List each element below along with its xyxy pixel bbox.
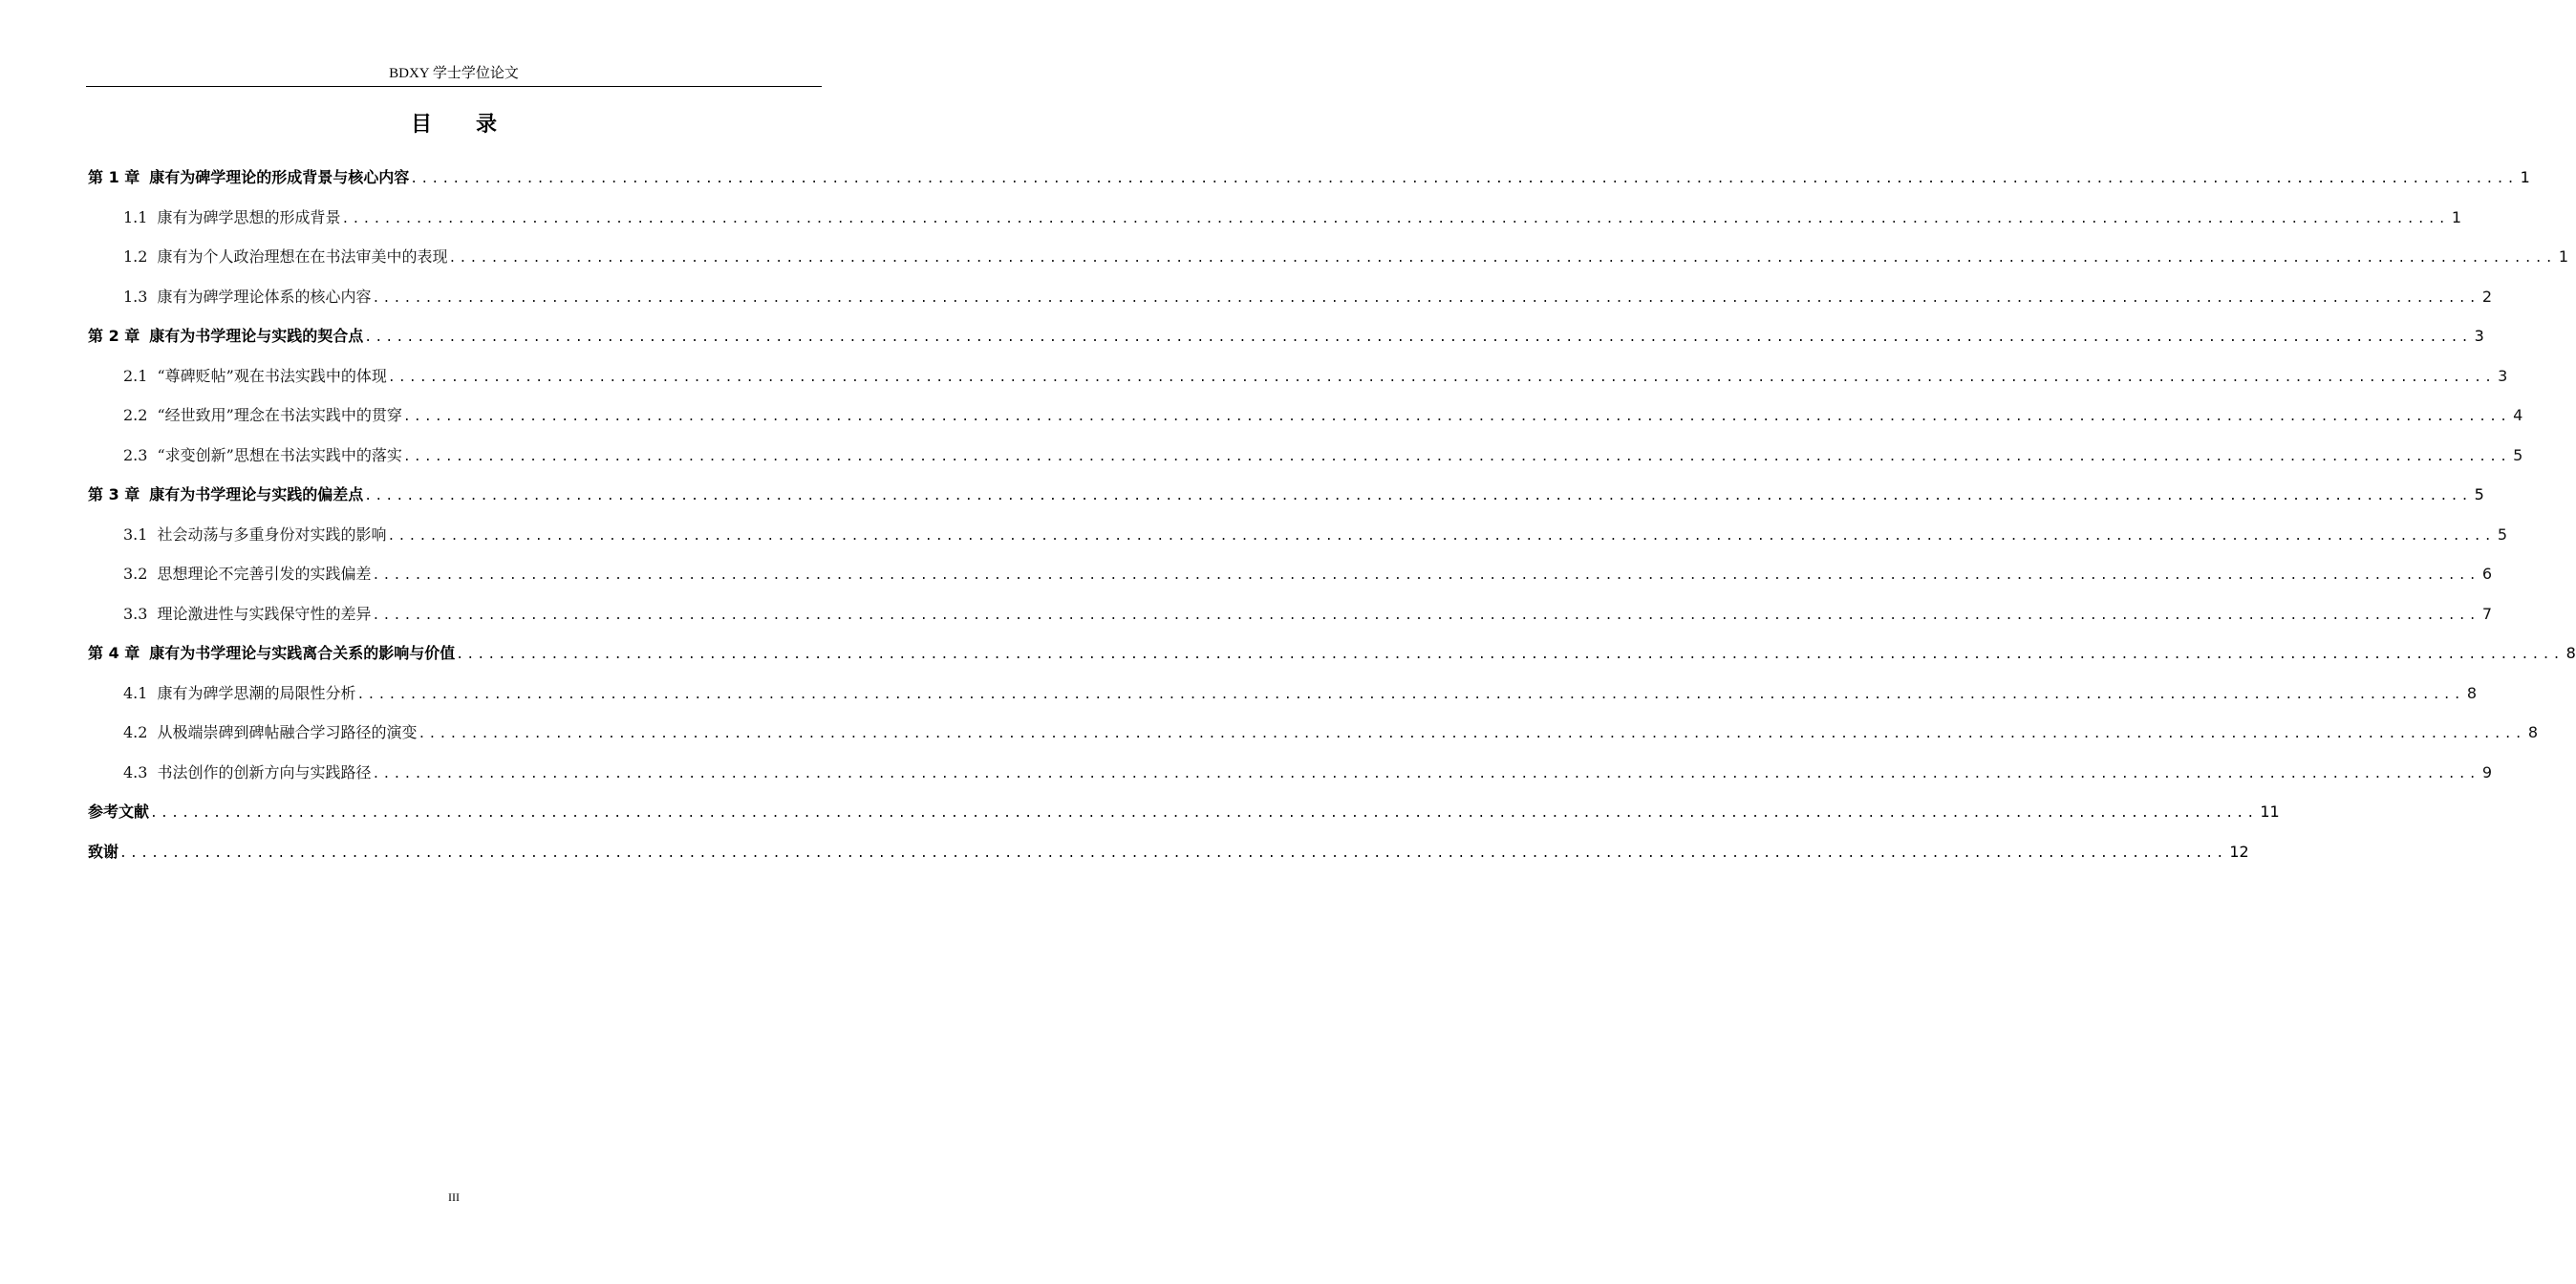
toc-entry-number: 3.1 — [123, 524, 148, 544]
toc-entry-text: “尊碑贬帖”观在书法实践中的体现 — [157, 366, 387, 385]
toc-entry-page: 11 — [2260, 802, 2280, 821]
toc-entry-text: 康有为个人政治理想在在书法审美中的表现 — [157, 247, 448, 266]
toc-entry-text: “求变创新”思想在书法实践中的落实 — [157, 445, 402, 464]
toc-entry-number: 4.1 — [123, 683, 148, 702]
toc-entry-number: 1.3 — [123, 287, 148, 306]
toc-entry-page: 5 — [2513, 445, 2523, 464]
toc-entry-label — [123, 364, 387, 386]
toc-entry-label — [123, 720, 417, 742]
toc-entry-page: 1 — [2451, 207, 2461, 226]
toc-entry-label — [123, 205, 340, 227]
toc-entry-page: 2 — [2481, 287, 2492, 306]
toc-entry-text: 康有为书学理论与实践离合关系的影响与价值 — [149, 644, 456, 662]
dot-leader: ........................................................................................................................................................................................................ — [410, 172, 2518, 186]
toc-entry-text: 致谢 — [88, 842, 119, 861]
toc-entry-3[interactable] — [88, 245, 2568, 285]
toc-entry-7[interactable] — [88, 403, 2523, 443]
toc-entry-label — [123, 403, 402, 425]
toc-entry-page: 8 — [2527, 723, 2538, 741]
toc-entry-text: 康有为碑学思想的形成背景 — [157, 207, 341, 226]
toc-entry-15[interactable] — [88, 720, 2538, 760]
toc-entry-number: 2.2 — [123, 406, 148, 424]
toc-entry-number: 1.1 — [123, 207, 148, 226]
toc-entry-4[interactable] — [88, 285, 2492, 325]
toc-entry-text: 康有为书学理论与实践的偏差点 — [149, 485, 364, 503]
toc-entry-label — [123, 523, 386, 545]
toc-entry-page: 5 — [2474, 485, 2484, 503]
toc-entry-label — [123, 562, 371, 584]
toc-entry-page: 6 — [2481, 565, 2492, 583]
toc-entry-text: 书法创作的创新方向与实践路径 — [157, 762, 372, 781]
toc-entry-9[interactable] — [88, 482, 2484, 523]
toc-title: 目录 — [410, 113, 541, 137]
toc-entry-number: 2.3 — [123, 445, 148, 464]
page-number: III — [448, 1190, 460, 1204]
toc-entry-17[interactable] — [88, 800, 2280, 840]
dot-leader: ........................................................................................................................................................................................................ — [372, 568, 2479, 583]
toc-entry-8[interactable] — [88, 443, 2523, 483]
toc-entry-label — [88, 840, 118, 862]
toc-entry-text: 参考文献 — [88, 802, 150, 821]
table-of-contents — [88, 165, 2576, 879]
toc-entry-number: 4.3 — [123, 762, 148, 781]
toc-entry-10[interactable] — [88, 523, 2507, 563]
toc-entry-label — [123, 245, 447, 267]
toc-entry-number: 3.2 — [123, 565, 148, 583]
toc-entry-number: 第 1 章 — [88, 168, 140, 186]
toc-entry-page: 5 — [2497, 524, 2507, 544]
toc-entry-number: 2.1 — [123, 366, 148, 385]
toc-entry-5[interactable] — [88, 324, 2484, 364]
toc-entry-number: 第 3 章 — [88, 485, 140, 503]
toc-entry-page: 12 — [2229, 842, 2249, 861]
toc-entry-number: 4.2 — [123, 723, 148, 741]
toc-entry-11[interactable] — [88, 562, 2492, 602]
toc-entry-label — [123, 443, 402, 465]
toc-entry-text: 理论激进性与实践保守性的差异 — [157, 604, 372, 623]
toc-entry-13[interactable] — [88, 641, 2576, 681]
toc-entry-text: 思想理论不完善引发的实践偏差 — [157, 565, 372, 583]
toc-entry-number: 3.3 — [123, 604, 148, 623]
dot-leader: ........................................................................................................................................................................................................ — [119, 845, 2227, 861]
toc-entry-text: 康有为书学理论与实践的契合点 — [149, 327, 364, 345]
toc-entry-12[interactable] — [88, 602, 2492, 642]
toc-entry-label — [88, 324, 363, 346]
dot-leader: ........................................................................................................................................................................................................ — [341, 211, 2449, 226]
dot-leader: ........................................................................................................................................................................................................ — [372, 766, 2479, 781]
toc-entry-label — [123, 760, 371, 782]
dot-leader: ........................................................................................................................................................................................................ — [448, 251, 2556, 266]
toc-entry-number: 第 4 章 — [88, 644, 140, 662]
dot-leader: ........................................................................................................................................................................................................ — [356, 687, 2464, 702]
toc-entry-page: 3 — [2498, 366, 2508, 385]
toc-entry-16[interactable] — [88, 760, 2492, 801]
toc-entry-page: 8 — [2565, 644, 2576, 662]
toc-entry-page: 1 — [2520, 168, 2530, 186]
toc-entry-number: 1.2 — [123, 247, 148, 266]
dot-leader: ........................................................................................................................................................................................................ — [402, 449, 2511, 464]
dot-leader: ........................................................................................................................................................................................................ — [402, 410, 2511, 424]
toc-entry-label — [88, 800, 149, 822]
dot-leader: ........................................................................................................................................................................................................ — [364, 331, 2472, 345]
dot-leader: ........................................................................................................................................................................................................ — [150, 806, 2258, 821]
toc-entry-text: 康有为碑学理论体系的核心内容 — [157, 287, 372, 306]
toc-entry-2[interactable] — [88, 205, 2461, 246]
dot-leader: ........................................................................................................................................................................................................ — [364, 489, 2472, 503]
toc-entry-1[interactable] — [88, 165, 2530, 205]
dot-leader: ........................................................................................................................................................................................................ — [372, 290, 2479, 306]
toc-entry-page: 3 — [2474, 327, 2484, 345]
dot-leader: ........................................................................................................................................................................................................ — [418, 727, 2525, 741]
dot-leader: ........................................................................................................................................................................................................ — [387, 528, 2495, 544]
toc-entry-page: 7 — [2481, 604, 2492, 623]
toc-entry-label — [88, 641, 455, 663]
toc-entry-label — [88, 482, 363, 504]
header-rule — [86, 86, 822, 87]
toc-entry-6[interactable] — [88, 364, 2508, 404]
toc-entry-18[interactable] — [88, 840, 2249, 880]
toc-entry-page: 4 — [2513, 406, 2523, 424]
toc-entry-text: “经世致用”理念在书法实践中的贯穿 — [157, 406, 402, 424]
toc-entry-label — [123, 681, 355, 703]
toc-entry-page: 9 — [2481, 762, 2492, 781]
toc-entry-page: 1 — [2558, 247, 2568, 266]
running-header: BDXY 学士学位论文 — [389, 66, 519, 81]
dot-leader: ........................................................................................................................................................................................................ — [456, 648, 2564, 662]
toc-entry-text: 社会动荡与多重身份对实践的影响 — [157, 524, 387, 544]
toc-entry-text: 从极端崇碑到碑帖融合学习路径的演变 — [157, 723, 418, 741]
toc-entry-text: 康有为碑学思潮的局限性分析 — [157, 683, 356, 702]
toc-entry-label — [123, 285, 371, 307]
toc-entry-number: 第 2 章 — [88, 327, 140, 345]
toc-entry-label — [88, 165, 409, 187]
dot-leader: ........................................................................................................................................................................................................ — [372, 608, 2479, 623]
toc-entry-label — [123, 602, 371, 624]
dot-leader: ........................................................................................................................................................................................................ — [387, 370, 2496, 385]
toc-entry-page: 8 — [2466, 683, 2477, 702]
toc-entry-text: 康有为碑学理论的形成背景与核心内容 — [149, 168, 410, 186]
toc-entry-14[interactable] — [88, 681, 2477, 721]
